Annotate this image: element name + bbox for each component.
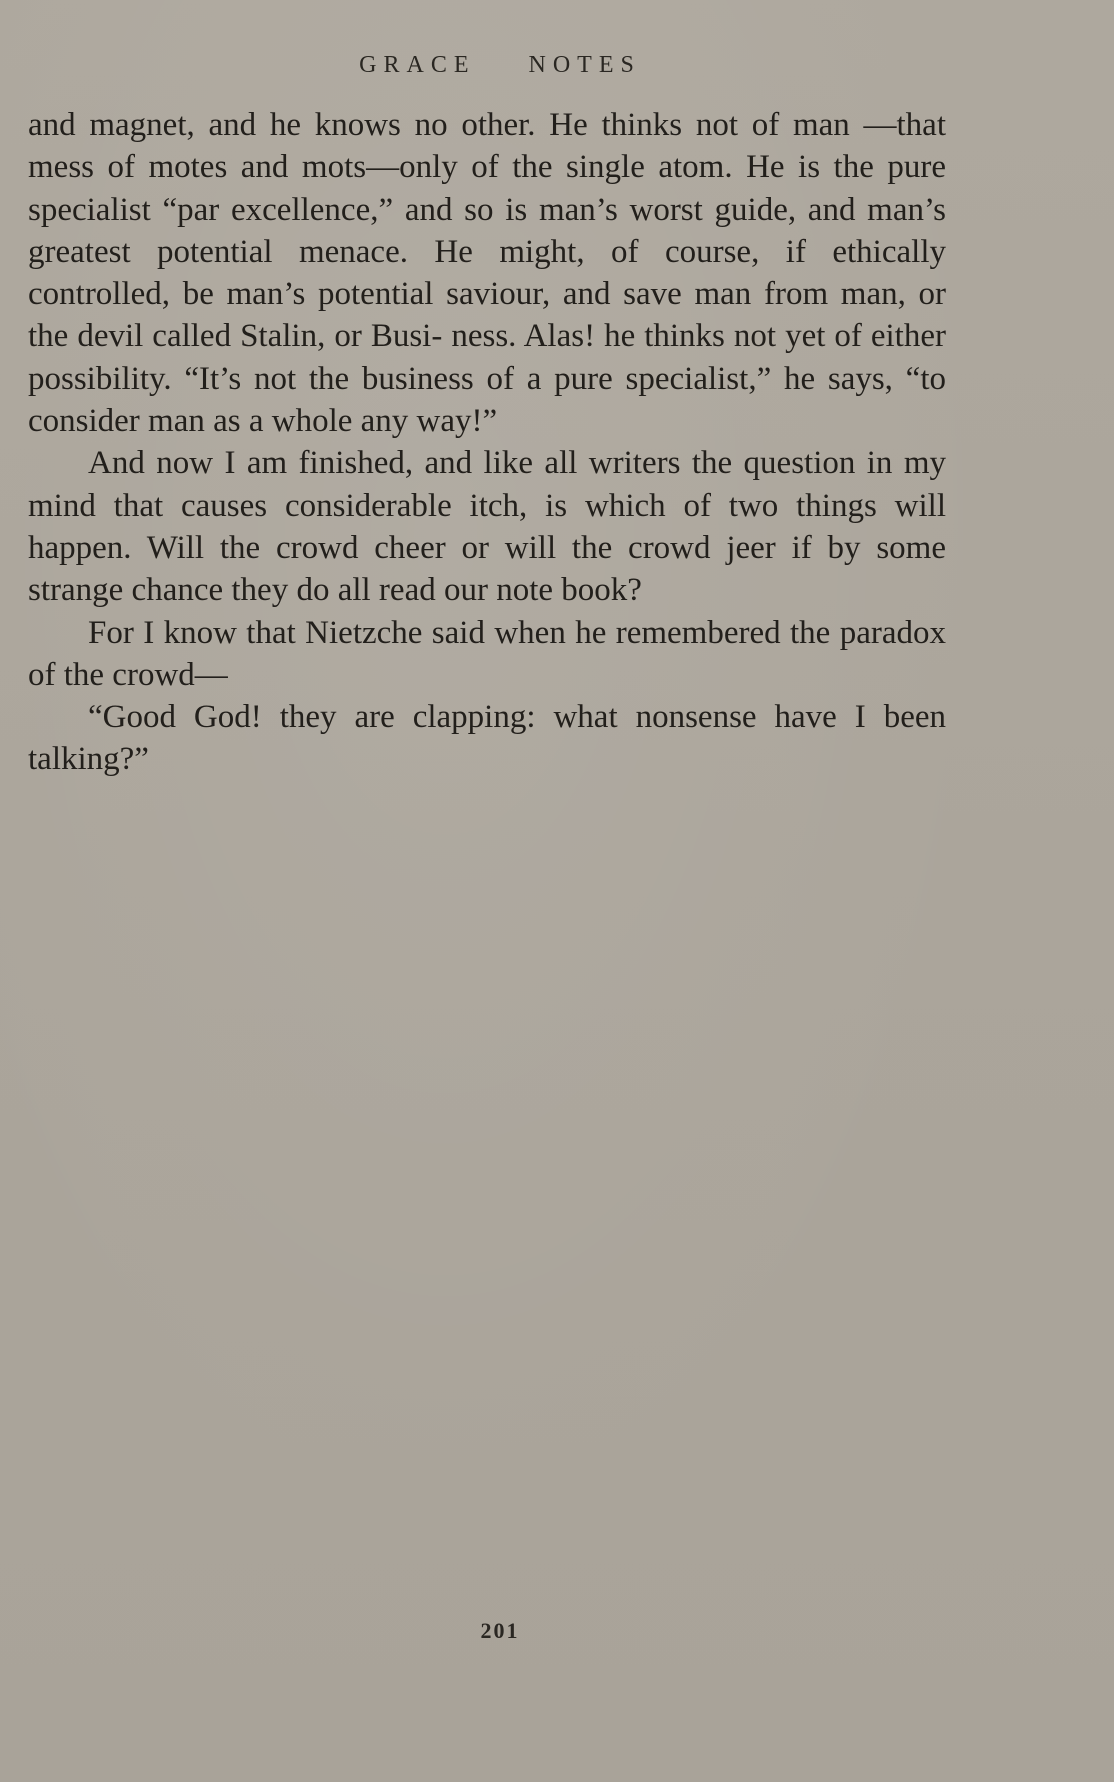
paragraph-quotation: “Good God! they are clapping: what nonsense have I been talking?”	[28, 699, 946, 778]
paragraph-continuation: and magnet, and he knows no other. He thinks not of man —that mess of motes and mots—only of the single atom. He is the pure specialist “par excellence,” and so is man’s worst guide, and man’s greatest potential menace. He might, of course, if ethically controlled, be man’s potential saviour, and save man from man, or the devil called Stalin, or Busi- ness. Alas! he thinks not yet of either possibility. “It’s not the business of a pure specialist,” he says, “to consider man as a whole any way!”	[28, 107, 946, 440]
page-number: 201	[480, 1618, 520, 1643]
running-head-word-notes: NOTES	[528, 52, 641, 78]
paragraph-nietzche: For I know that Nietzche said when he remembered the paradox of the crowd—	[28, 614, 946, 693]
body-text	[28, 104, 946, 781]
running-head	[0, 52, 1000, 79]
paragraph-crowd-question: And now I am finished, and like all writers the question in my mind that causes considerable itch, is which of two things will happen. Will the crowd cheer or will the crowd jeer if by some strange chance they do all read our note book?	[28, 445, 946, 609]
running-head-word-grace: GRACE	[359, 52, 476, 78]
